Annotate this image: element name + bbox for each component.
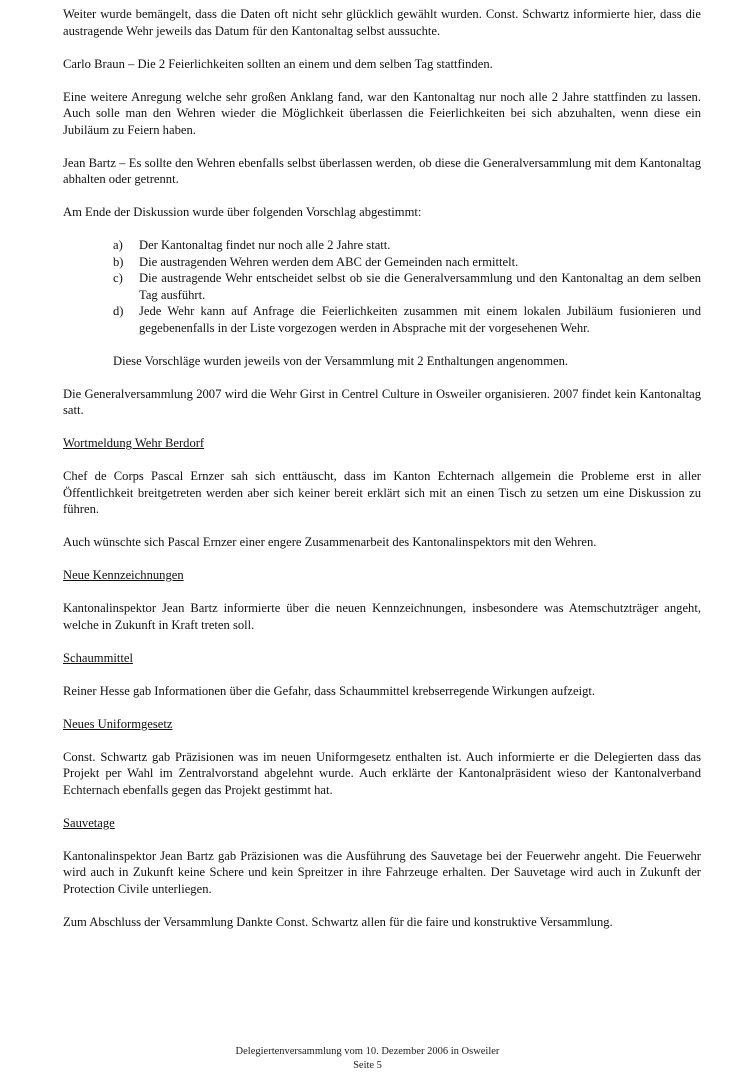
page-content [63,6,701,947]
paragraph: Am Ende der Diskussion wurde über folgenden Vorschlag abgestimmt: [63,205,422,219]
paragraph: Reiner Hesse gab Informationen über die Gefahr, dass Schaummittel krebserregende Wirkungen aufzeigt. [63,683,596,698]
paragraph: Jean Bartz – Es sollte den Wehren ebenfalls selbst überlassen werden, ob diese die Generalversammlung mit dem Kantonaltag abhalten oder getrennt. [63,155,701,186]
list-item-text: Der Kantonaltag findet nur noch alle 2 Jahre statt. [139,238,391,252]
proposal-list [63,237,701,336]
list-item [113,254,701,271]
paragraph: Kantonalinspektor Jean Bartz gab Präzisionen was die Ausführung des Sauvetage bei der Feuerwehr angeht. Die Feuerwehr wird auch in Zukunft keine Schere und kein Spreitzer in ihre Fahrzeuge erhalten. Der Sauvetage wird auch in Zukunft der Protection Civile unterliegen. [63,848,701,896]
list-item [113,303,701,336]
paragraph: Const. Schwartz gab Präzisionen was im neuen Uniformgesetz enthalten ist. Auch informierte er die Delegierten dass das Projekt per Wahl im Zentralvorstand abgelehnt wurde. Auch erklärte der Kantonalpräsident wieso der Kantonalverband Echternach ebenfalls gegen das Projekt gestimmt hat. [63,749,701,797]
paragraph: Carlo Braun – Die 2 Feierlichkeiten sollten an einem und dem selben Tag stattfinden. [63,56,493,71]
section-heading: Sauvetage [63,815,115,830]
list-item-label: a) [113,238,123,252]
list-item-label: d) [113,304,124,318]
paragraph: Auch wünschte sich Pascal Ernzer einer engere Zusammenarbeit des Kantonalinspektors mit den Wehren. [63,535,597,549]
paragraph: Weiter wurde bemängelt, dass die Daten oft nicht sehr glücklich gewählt wurden. Const. Schwartz informierte hier, dass die austragende Wehr jeweils das Datum für den Kantonaltag selbst aussuchte. [63,7,701,38]
list-item-text: Die austragende Wehr entscheidet selbst ob sie die Generalversammlung und den Kantonaltag an dem selben Tag ausführt. [139,271,701,302]
paragraph: Die Generalversammlung 2007 wird die Wehr Girst in Centrel Culture in Osweiler organisieren. 2007 findet kein Kantonaltag satt. [63,386,701,417]
paragraph: Chef de Corps Pascal Ernzer sah sich enttäuscht, dass im Kanton Echternach allgemein die Probleme erst in aller Öffentlichkeit breitgetreten werden aber sich keiner bereit erklärt sich mit an einen Tisch zu setzen um eine Diskussion zu führen. [63,469,701,516]
section-heading: Neue Kennzeichnungen [63,568,184,582]
paragraph: Eine weitere Anregung welche sehr großen Anklang fand, war den Kantonaltag nur noch alle 2 Jahre stattfinden zu lassen. Auch solle man den Wehren wieder die Möglichkeit überlassen die Feierlichkeiten bei sich abzuhalten, wenn diese ein Jubiläum zu Feiern haben. [63,89,701,137]
paragraph: Kantonalinspektor Jean Bartz informierte über die neuen Kennzeichnungen, insbesondere was Atemschutzträger angeht, welche in Zukunft in Kraft treten soll. [63,601,701,632]
section-heading: Schaummittel [63,650,133,665]
section-heading: Neues Uniformgesetz [63,716,173,731]
footer-title: Delegiertenversammlung vom 10. Dezember 2006 in Osweiler [235,1046,500,1057]
list-item-label: c) [113,271,123,285]
list-item-text: Die austragenden Wehren werden dem ABC der Gemeinden nach ermittelt. [139,254,519,269]
list-item-label: b) [113,254,124,269]
page-number: Seite 5 [353,1060,382,1071]
paragraph: Diese Vorschläge wurden jeweils von der Versammlung mit 2 Enthaltungen angenommen. [113,353,569,368]
section-heading: Wortmeldung Wehr Berdorf [63,436,205,450]
list-item [113,237,701,254]
list-item [113,270,701,303]
list-item-text: Jede Wehr kann auf Anfrage die Feierlichkeiten zusammen mit einem lokalen Jubiläum fusionieren und gegebenenfalls in der Liste vorgezogen werden in Absprache mit der vorgesehenen Wehr. [139,304,701,335]
paragraph: Zum Abschluss der Versammlung Dankte Const. Schwartz allen für die faire und konstruktive Versammlung. [63,914,613,929]
